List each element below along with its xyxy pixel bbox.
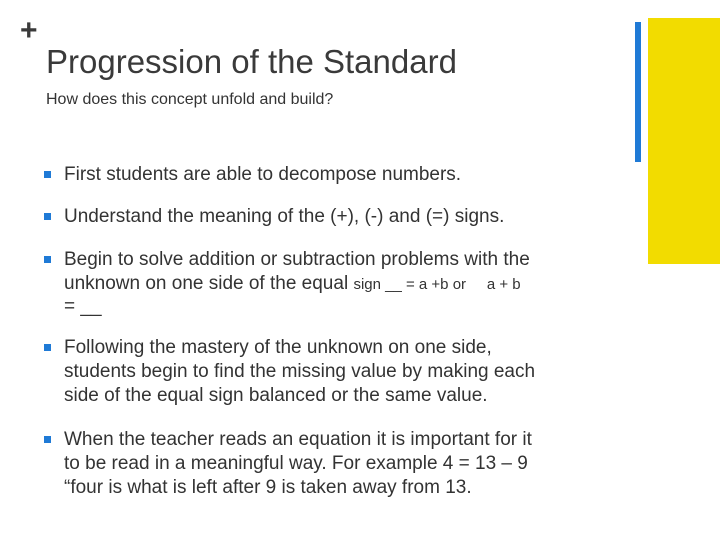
decorative-blue-bar xyxy=(635,22,641,162)
bullet-text-line xyxy=(64,272,624,296)
bullet-text-line: = __ xyxy=(64,296,102,317)
bullet-text-line: side of the equal sign balanced or the same value. xyxy=(64,385,488,406)
bullet-marker-icon xyxy=(44,344,51,351)
bullet-marker-icon xyxy=(44,171,51,178)
bullet-marker-icon xyxy=(44,256,51,263)
slide-title: Progression of the Standard xyxy=(46,43,457,80)
bullet-marker-icon xyxy=(44,436,51,443)
bullet-text: Understand the meaning of the (+), (-) and (=) signs. xyxy=(64,206,505,227)
bullet-text-line: “four is what is left after 9 is taken away from 13. xyxy=(64,477,472,498)
plus-icon: + xyxy=(20,14,38,47)
bullet-text-line: students begin to find the missing value by making each xyxy=(64,361,536,382)
decorative-yellow-block xyxy=(648,18,720,264)
bullet-text-line: Begin to solve addition or subtraction problems with the xyxy=(64,249,530,270)
bullet-text-line: When the teacher reads an equation it is important for it xyxy=(64,429,532,450)
bullet-marker-icon xyxy=(44,213,51,220)
equation-inline: sign __ = a +b or a + b xyxy=(353,276,521,293)
bullet-text-line: Following the mastery of the unknown on one side, xyxy=(64,337,492,358)
bullet-text: First students are able to decompose numbers. xyxy=(64,164,462,185)
slide-subtitle: How does this concept unfold and build? xyxy=(46,91,334,108)
bullet-text-segment: unknown on one side of the equal xyxy=(64,273,354,294)
bullet-text-line: to be read in a meaningful way. For example 4 = 13 – 9 xyxy=(64,453,528,474)
